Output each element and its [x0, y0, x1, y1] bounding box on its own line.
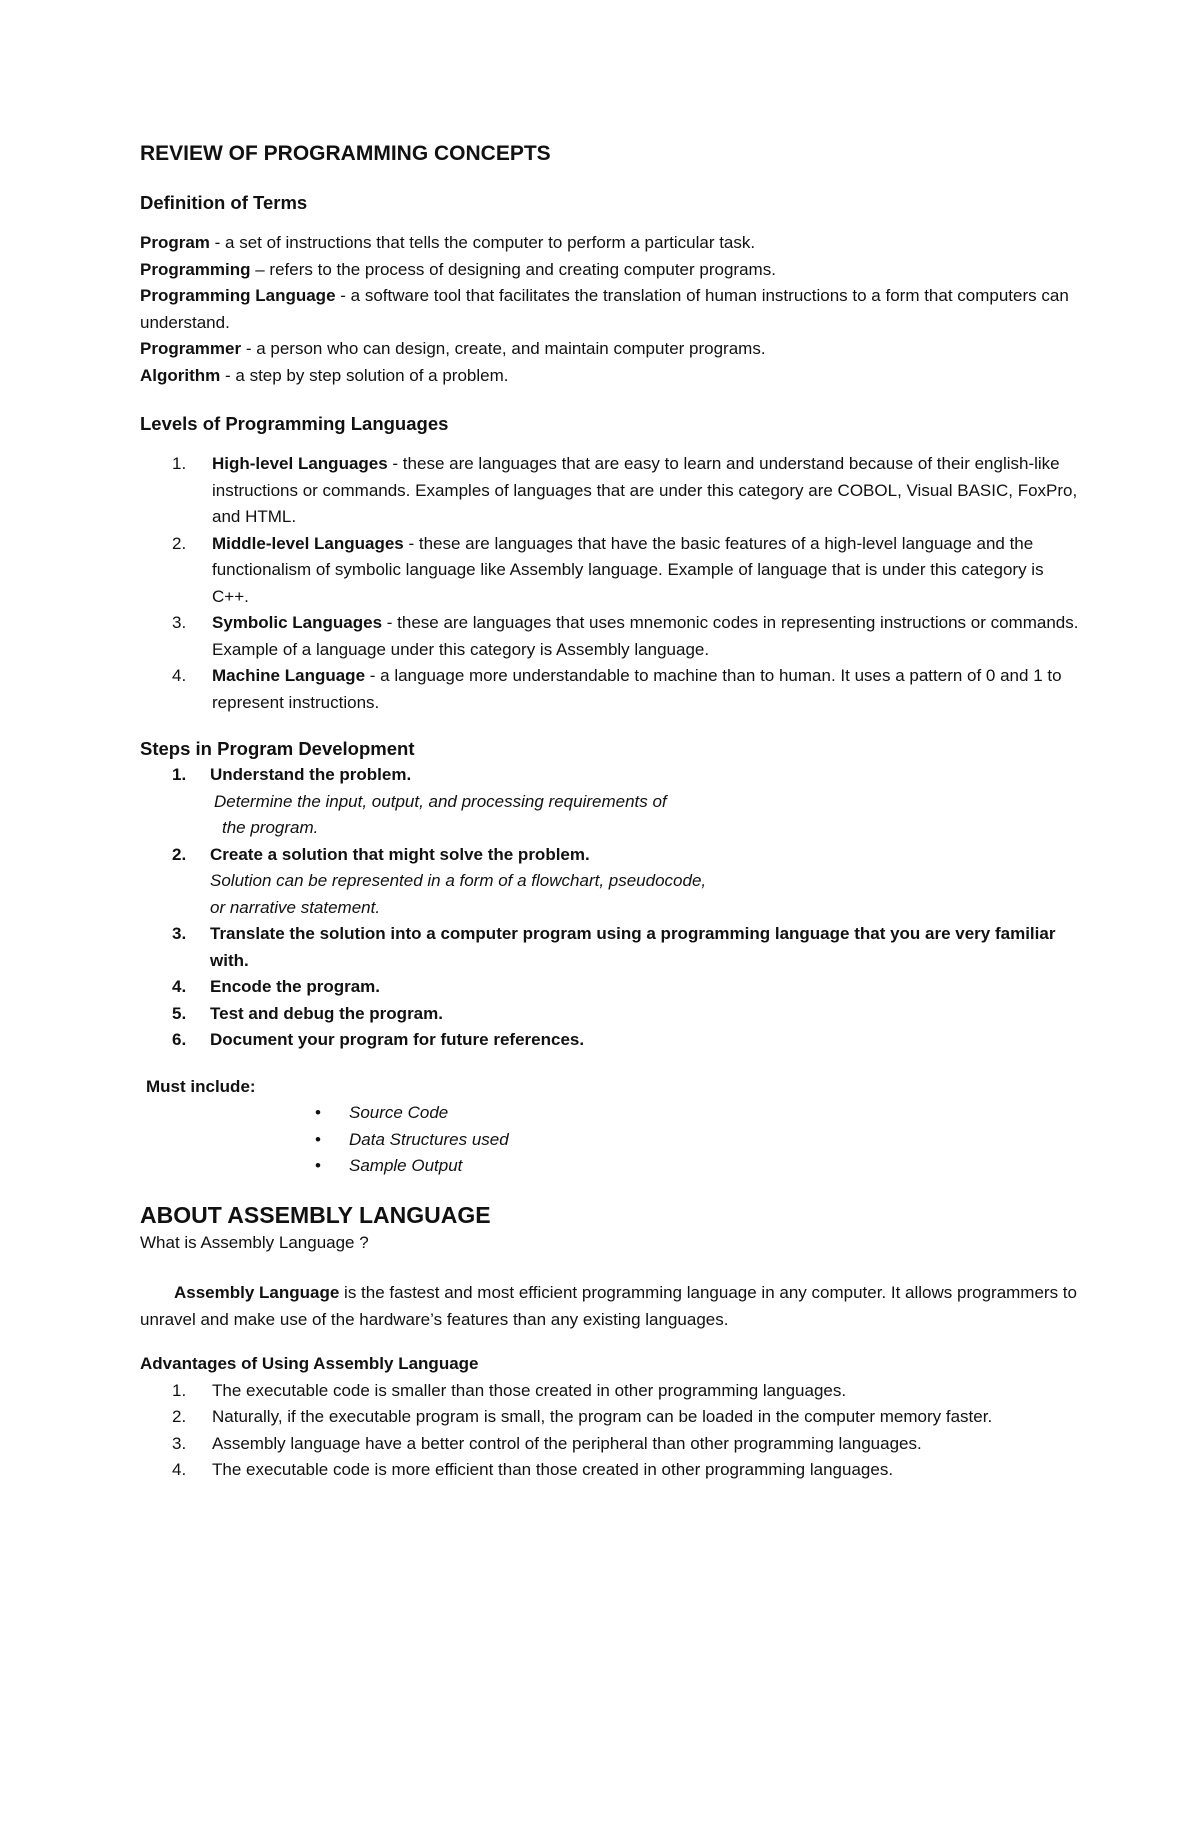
definition-text: - a person who can design, create, and maintain computer programs. — [241, 339, 766, 358]
list-item — [315, 1153, 1080, 1180]
definition-text: - a set of instructions that tells the computer to perform a particular task. — [209, 233, 756, 252]
level-text: - these are languages that have the basic features of a high-level language and the functionalism of symbolic language like Assembly language. Example of language that is under this category is C++. — [212, 533, 1044, 606]
step-text: Translate the solution into a computer program using a programming language that you are very familiar with. — [210, 924, 1056, 970]
assembly-question: What is Assembly Language ? — [140, 1232, 369, 1252]
level-term: Middle-level Languages — [212, 533, 404, 553]
advantage-text: The executable code is more efficient than those created in other programming languages. — [212, 1460, 894, 1479]
advantages-heading — [140, 1351, 1080, 1378]
list-number: 3. — [172, 613, 187, 632]
bullet-text: Data Structures used — [349, 1129, 509, 1149]
definition-text: - a software tool that facilitates the translation of human instructions to a form that computers can understand. — [140, 286, 1069, 332]
level-text: - these are languages that uses mnemonic codes in representing instructions or commands. Example of a language under this category is Assembly language. — [212, 613, 1079, 659]
step-detail: the program. — [222, 818, 319, 837]
step-detail: or narrative statement. — [210, 897, 381, 917]
step-text: Test and debug the program. — [210, 1003, 443, 1023]
list-item — [315, 1127, 1080, 1154]
list-number: 5. — [172, 1003, 187, 1023]
step-text: Encode the program. — [210, 977, 381, 996]
list-item — [315, 1100, 1080, 1127]
must-include-section — [140, 1074, 1080, 1101]
definition-term: Programming — [140, 259, 251, 279]
definition-item — [140, 336, 1080, 363]
levels-list — [140, 451, 1080, 716]
list-number: 4. — [172, 977, 187, 996]
definition-item — [140, 283, 1080, 336]
definition-term: Program — [140, 233, 210, 252]
list-item — [140, 1404, 1080, 1431]
steps-section — [140, 736, 1080, 1054]
document-title: REVIEW OF PROGRAMMING CONCEPTS — [140, 142, 551, 165]
level-term: Symbolic Languages — [212, 613, 383, 632]
list-number: 2. — [172, 533, 187, 553]
step-text: Create a solution that might solve the problem. — [210, 844, 590, 864]
bullet-icon: • — [315, 1103, 321, 1122]
definitions-heading: Definition of Terms — [140, 192, 308, 213]
advantages-heading-text: Advantages of Using Assembly Language — [140, 1354, 479, 1373]
list-number: 1. — [172, 765, 187, 784]
list-number: 4. — [172, 666, 187, 685]
advantage-text: The executable code is smaller than those created in other programming languages. — [212, 1380, 847, 1400]
list-number: 2. — [172, 1407, 187, 1426]
level-term: Machine Language — [212, 666, 366, 685]
assembly-heading: ABOUT ASSEMBLY LANGUAGE — [140, 1201, 491, 1228]
step-text: Document your program for future references. — [210, 1030, 585, 1049]
list-number: 1. — [172, 1380, 187, 1400]
must-include-list — [140, 1100, 1080, 1180]
bullet-icon: • — [315, 1129, 321, 1149]
levels-section — [140, 411, 1080, 716]
bullet-icon: • — [315, 1156, 321, 1175]
definition-term: Algorithm — [140, 365, 221, 385]
list-item — [140, 1431, 1080, 1458]
list-item — [140, 1378, 1080, 1405]
definition-term: Programming Language — [140, 286, 336, 305]
definition-item — [140, 363, 1080, 390]
assembly-paragraph — [140, 1280, 1080, 1333]
step-detail: Determine the input, output, and processing requirements of — [214, 791, 667, 811]
list-item — [140, 974, 1080, 1001]
definition-text: – refers to the process of designing and creating computer programs. — [250, 259, 776, 279]
levels-heading: Levels of Programming Languages — [140, 413, 449, 434]
list-item — [140, 1027, 1080, 1054]
definition-item — [140, 230, 1080, 257]
list-number: 3. — [172, 924, 187, 943]
assembly-text: is the fastest and most efficient programming language in any computer. It allows programmers to unravel and make use of the hardware’s features than any existing languages. — [140, 1283, 1077, 1329]
bullet-text: Source Code — [349, 1103, 449, 1122]
list-number: 4. — [172, 1460, 187, 1479]
list-item — [140, 663, 1080, 716]
level-text: - these are languages that are easy to learn and understand because of their english-like instructions or commands. Examples of languages that are under this category are COBOL, Visual BASIC, FoxPro, and HTML. — [212, 454, 1078, 526]
level-text: - a language more understandable to machine than to human. It uses a pattern of 0 and 1 to represent instructions. — [212, 666, 1062, 712]
steps-list — [140, 762, 1080, 1054]
list-item — [140, 842, 1080, 922]
list-item — [140, 531, 1080, 611]
list-item — [140, 921, 1080, 974]
definition-term: Programmer — [140, 339, 242, 358]
assembly-term: Assembly Language — [174, 1283, 340, 1302]
list-item — [140, 1457, 1080, 1484]
list-item — [140, 451, 1080, 531]
list-number: 6. — [172, 1030, 187, 1049]
definition-item — [140, 257, 1080, 284]
list-item — [140, 762, 1080, 842]
steps-heading: Steps in Program Development — [140, 738, 415, 759]
definitions-section — [140, 190, 1080, 389]
advantage-text: Assembly language have a better control of the peripheral than other programming languages. — [212, 1433, 922, 1453]
must-include-label: Must include: — [146, 1076, 256, 1096]
list-number: 3. — [172, 1433, 187, 1453]
definition-text: - a step by step solution of a problem. — [220, 365, 509, 385]
assembly-section — [140, 1200, 1080, 1484]
step-detail: Solution can be represented in a form of a flowchart, pseudocode, — [210, 871, 707, 890]
bullet-text: Sample Output — [349, 1156, 463, 1175]
list-number: 1. — [172, 454, 187, 473]
list-number: 2. — [172, 844, 187, 864]
advantages-list — [140, 1378, 1080, 1484]
level-term: High-level Languages — [212, 454, 388, 473]
list-item — [140, 1001, 1080, 1028]
step-text: Understand the problem. — [210, 765, 412, 784]
advantage-text: Naturally, if the executable program is small, the program can be loaded in the computer memory faster. — [212, 1407, 993, 1426]
list-item — [140, 610, 1080, 663]
